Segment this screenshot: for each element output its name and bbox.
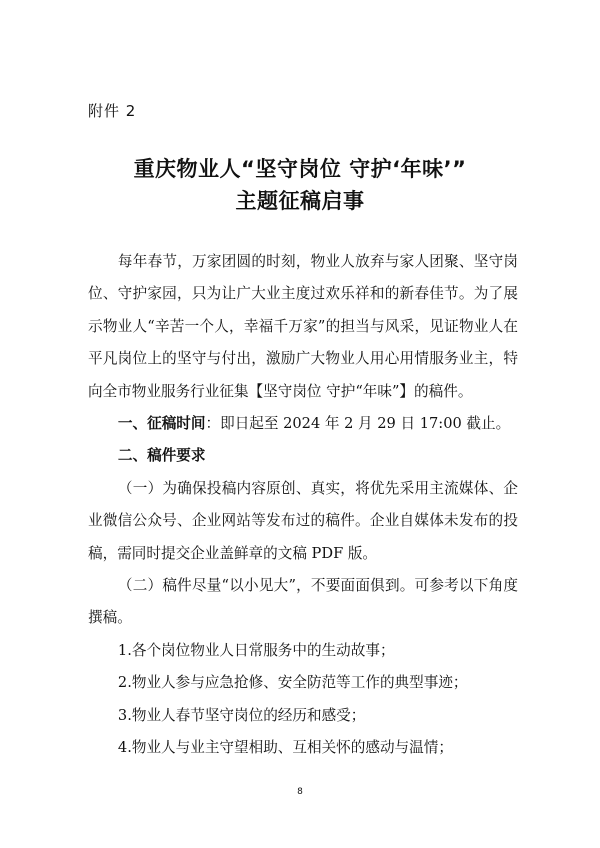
attachment-label: 附件 2	[88, 102, 137, 120]
requirement-item-2: （二）稿件尽量“以小见大”，不要面面俱到。可参考以下角度撰稿。	[88, 577, 518, 627]
document-body	[88, 246, 518, 765]
intro-paragraph: 每年春节，万家团圆的时刻，物业人放弃与家人团聚、坚守岗位、守护家园，只为让广大业主度过欢乐祥和的新春佳节。为了展示物业人“辛苦一个人，幸福千万家”的担当与风采，见证物业人在平凡岗位上的坚守与付出，激励广大物业人用心用情服务业主，特向全市物业服务行业征集【坚守岗位 守护“年味”】的稿件。	[88, 253, 518, 400]
page-number: 8	[297, 787, 303, 797]
section-1-text: ：即日起至 2024 年 2 月 29 日 17:00 截止。	[205, 415, 511, 433]
angle-item-4: 4.物业人与业主守望相助、互相关怀的感动与温情；	[117, 739, 453, 757]
requirement-item-1: （一）为确保投稿内容原创、真实，将优先采用主流媒体、企业微信公众号、企业网站等发布过的稿件。企业自媒体未发布的投稿，需同时提交企业盖鲜章的文稿 PDF 版。	[88, 479, 518, 562]
angle-item-1: 1.各个岗位物业人日常服务中的生动故事；	[117, 641, 395, 659]
document-title-line-1: 重庆物业人“坚守岗位 守护‘年味’”	[133, 157, 467, 181]
document-title-line-2: 主题征稿启事	[235, 189, 365, 213]
angle-item-3: 3.物业人春节坚守岗位的经历和感受；	[117, 706, 366, 724]
angle-item-2: 2.物业人参与应急抢修、安全防范等工作的典型事迹；	[117, 674, 468, 692]
section-1-heading: 一、征稿时间	[117, 415, 206, 433]
section-1-paragraph	[88, 408, 518, 440]
section-2-heading: 二、稿件要求	[117, 447, 206, 465]
